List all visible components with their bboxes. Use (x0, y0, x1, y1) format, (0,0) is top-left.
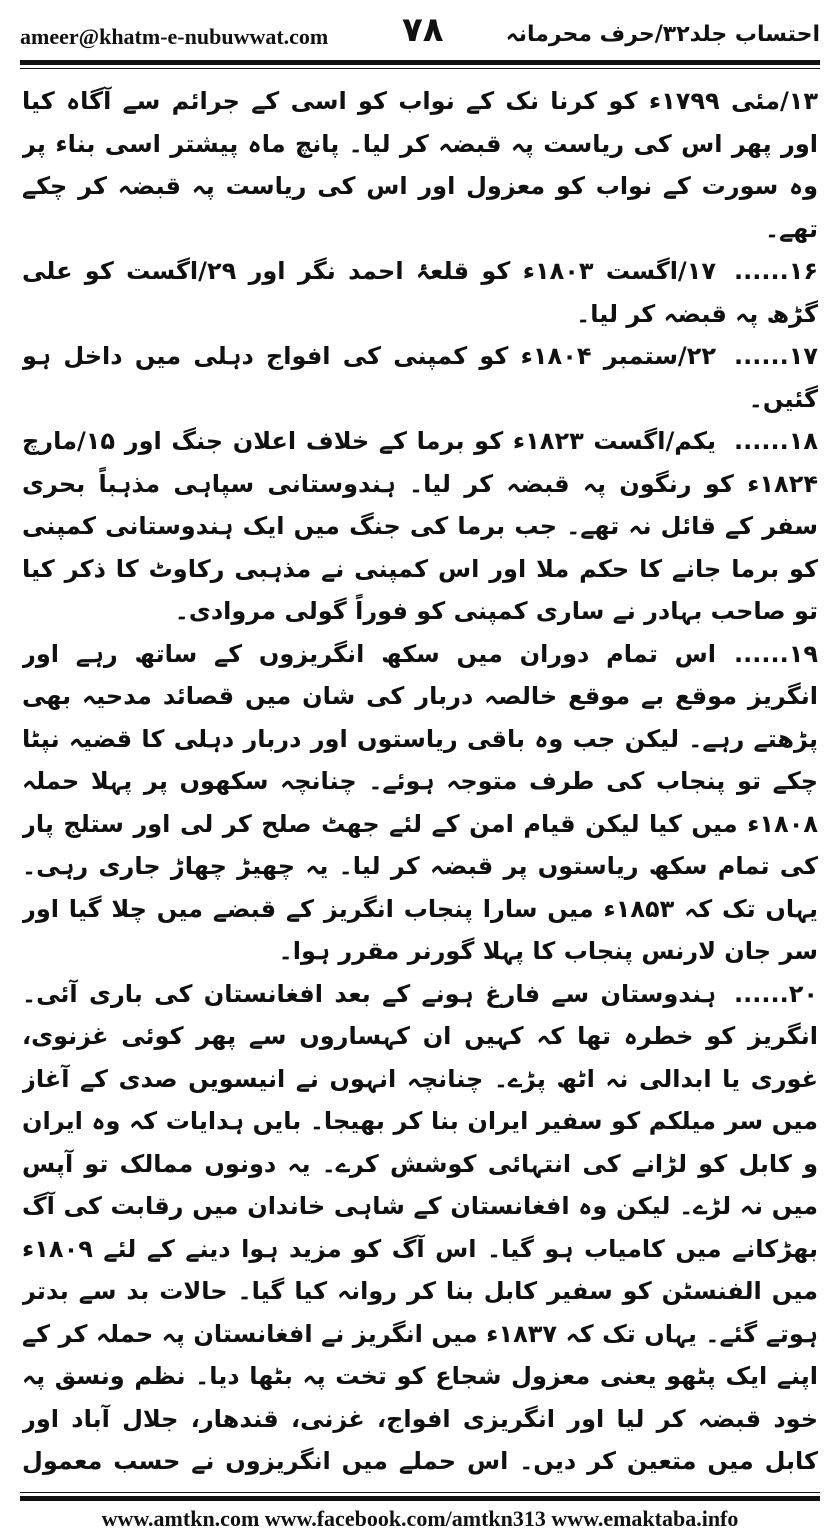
paragraph-number: ۲۰...... (734, 979, 818, 1008)
paragraph-18 (22, 420, 818, 633)
paragraph-1 (22, 80, 818, 250)
paragraph-number: ۱۶...... (734, 257, 818, 285)
footer-thin-rule (20, 1492, 820, 1493)
body-text (22, 80, 818, 1478)
paragraph-text: ۲۲/ستمبر ۱۸۰۴ء کو کمپنی کی افواج دہلی میں داخل ہو گئیں۔ (22, 342, 818, 413)
header-title: احتساب جلد۳۲/حرف محرمانہ (505, 22, 820, 47)
paragraph-number: ۱۸...... (734, 427, 818, 455)
paragraph-text: ۱۳/مئی ۱۷۹۹ء کو کرنا نک کے نواب کو اسی کے جرائم سے آگاہ کیا اور پھر اس کی ریاست پہ قبضہ کر لیا۔ پانچ ماہ پیشتر اسی بناء پر وہ سورت کے نواب کو معزول اور اس کی ریاست پہ قبضہ کر چکے تھے۔ (22, 87, 818, 243)
paragraph-text: یکم/اگست ۱۸۲۳ء کو برما کے خلاف اعلان جنگ اور ۱۵/مارچ ۱۸۲۴ء کو رنگون پہ قبضہ کر لیا۔ ہندوستانی سپاہی مذہباً بحری سفر کے قائل نہ تھے۔ جب برما کی جنگ میں ایک ہندوستانی کمپنی کو برما جانے کا حکم ملا اور اس کمپنی نے مذہبی رکاوٹ کا ذکر کیا تو صاحب بہادر نے ساری کمپنی کو فوراً گولی مروادی۔ (22, 427, 818, 625)
paragraph-text: ہندوستان سے فارغ ہونے کے بعد افغانستان کی باری آئی۔ انگریز کو خطرہ تھا کہ کہیں ان کہساروں سے پھر کوئی غزنوی، غوری یا ابدالی نہ اٹھ پڑے۔ چنانچہ انہوں نے انیسویں صدی کے آغاز میں سر میلکم کو سفیر ایران بنا کر بھیجا۔ بایں ہدایات کہ وہ ایران و کابل کو لڑانے کی انتہائی کوشش کرے۔ یہ دونوں ممالک تو آپس میں نہ لڑے۔ لیکن وہ افغانستان کے شاہی خاندان میں رقابت کی آگ بھڑکانے میں کامیاب ہو گیا۔ اس آگ کو مزید ہوا دینے کے لئے ۱۸۰۹ء میں الفنسٹن کو سفیر کابل بنا کر روانہ کیا گیا۔ حالات بد سے بدتر ہوتے گئے۔ یہاں تک کہ ۱۸۳۷ء میں انگریز نے افغانستان پہ حملہ کر کے اپنے ایک پٹھو یعنی معزول شجاع کو تخت پہ بٹھا دیا۔ نظم ونسق پہ خود قبضہ کر لیا اور انگریزی افواج، غزنی، قندھار، جلال آباد اور کابل میں متعین کر دیں۔ اس حملے میں انگریزوں نے حسب معمول (22, 979, 818, 1475)
page-number: ۷۸ (402, 10, 444, 50)
paragraph-20 (22, 973, 818, 1479)
page-header (20, 8, 820, 60)
footer-thick-rule (20, 1496, 820, 1501)
footer-links: www.amtkn.com www.facebook.com/amtkn313 www.emaktaba.info (101, 1506, 739, 1531)
paragraph-text: اس تمام دوران میں سکھ انگریزوں کے ساتھ رہے اور انگریز موقع بے موقع خالصہ دربار کی شان میں قصائد مدحیہ بھی پڑھتے رہے۔ لیکن جب وہ باقی ریاستوں اور دربار دہلی کا قضیہ نپٹا چکے تو پنجاب کی طرف متوجہ ہوئے۔ چنانچہ سکھوں پر پہلا حملہ ۱۸۰۸ء میں کیا لیکن قیام امن کے لئے جھٹ صلح کر لی اور ستلج پار کی تمام سکھ ریاستوں پر قبضہ کر لیا۔ یہ چھیڑ چھاڑ جاری رہی۔ یہاں تک کہ ۱۸۵۳ء میں سارا پنجاب انگریز کے قبضے میں چلا گیا اور سر جان لارنس پنجاب کا پہلا گورنر مقرر ہوا۔ (22, 639, 818, 965)
header-thick-rule (20, 60, 820, 65)
header-email: ameer@khatm-e-nubuwwat.com (20, 24, 329, 49)
paragraph-17 (22, 335, 818, 420)
header-thin-rule (20, 68, 820, 69)
paragraph-number: ۱۷...... (734, 342, 818, 370)
paragraph-number: ۱۹...... (734, 639, 818, 668)
paragraph-text: ۱۷/اگست ۱۸۰۳ء کو قلعۂ احمد نگر اور ۲۹/اگست کو علی گڑھ پہ قبضہ کر لیا۔ (22, 257, 818, 328)
paragraph-16 (22, 250, 818, 335)
paragraph-19 (22, 633, 818, 973)
